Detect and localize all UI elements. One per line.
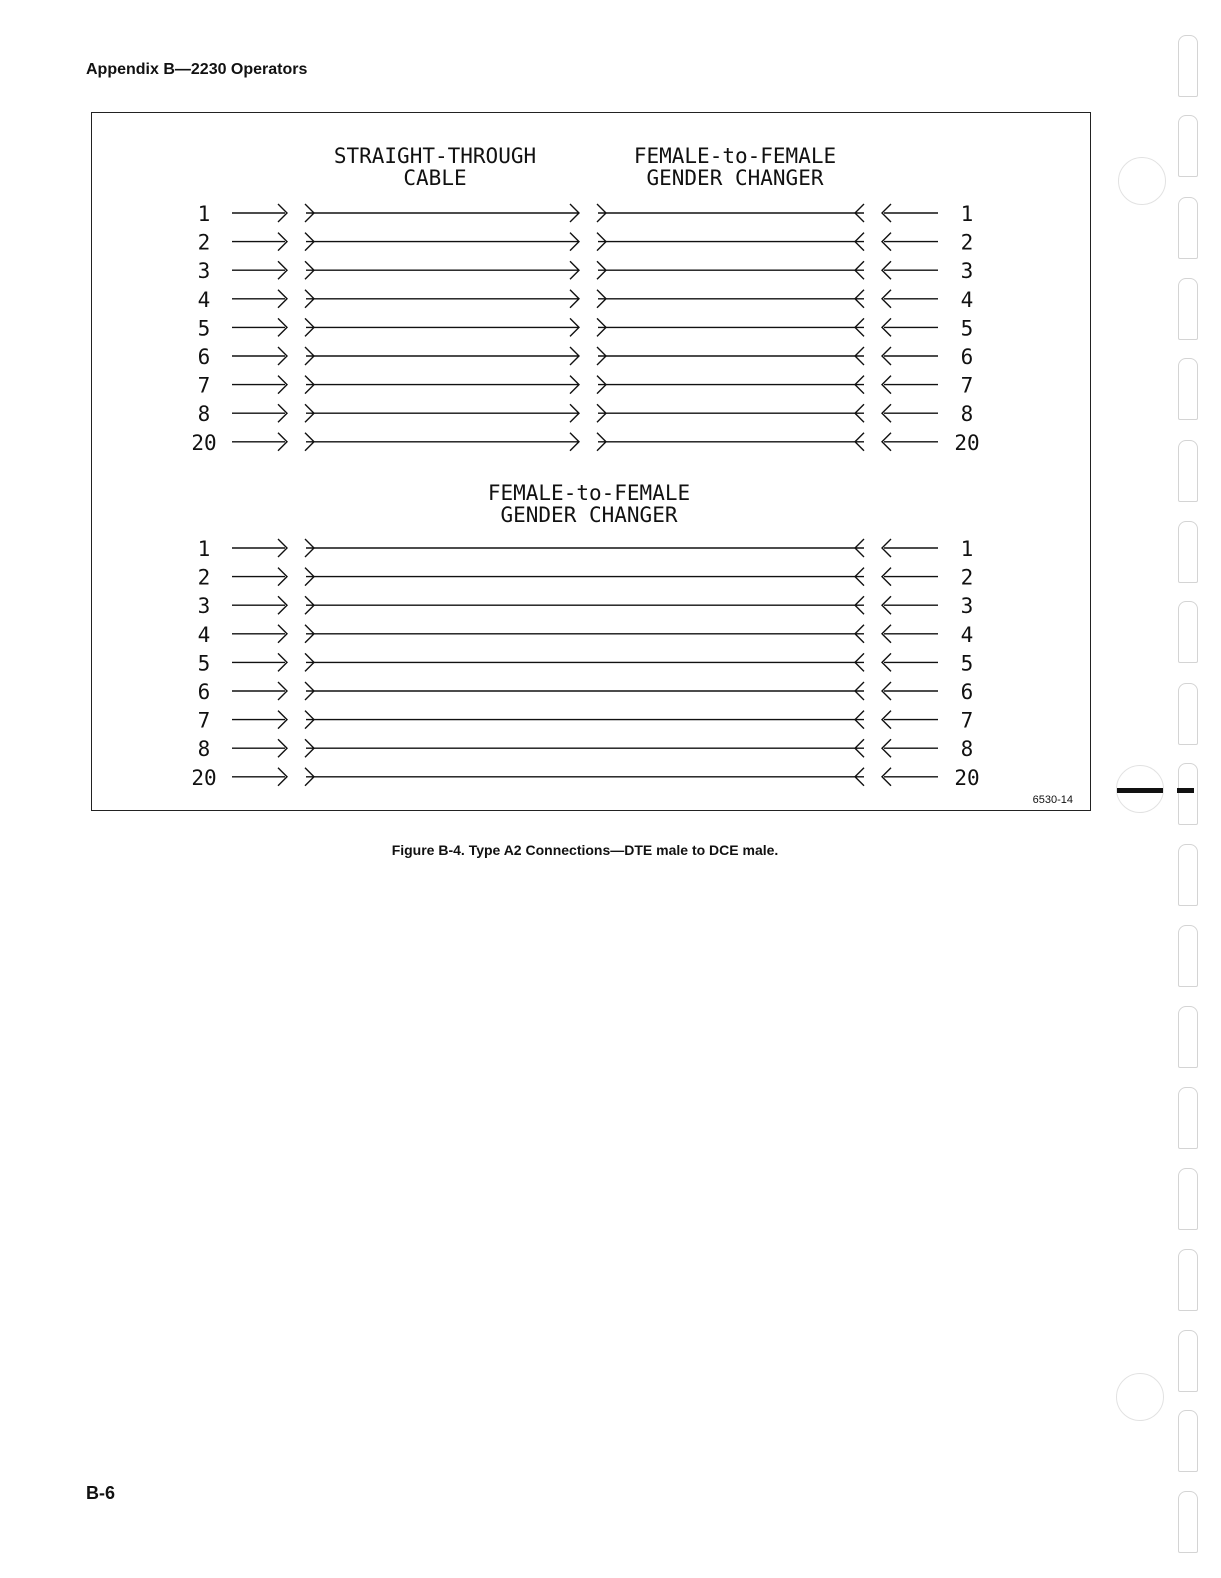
top-right-pin-label: 4	[960, 287, 974, 312]
top-right-pin-label: 6	[960, 345, 974, 369]
bottom-right-pin-label: 4	[960, 622, 974, 647]
index-tab	[1178, 1168, 1198, 1230]
top-right-pin-label: 8	[960, 402, 974, 427]
index-tab	[1178, 1491, 1198, 1553]
punch-hole	[1118, 157, 1166, 205]
index-tab	[1178, 683, 1198, 745]
index-tab	[1178, 1410, 1198, 1472]
index-tab	[1178, 115, 1198, 177]
top-right-pin-label: 5	[960, 316, 974, 341]
index-tab	[1178, 763, 1198, 825]
index-tab	[1178, 601, 1198, 663]
bottom-left-pin-label: 7	[197, 708, 211, 733]
figure-frame	[91, 112, 1091, 811]
bottom-label-line2: GENDER CHANGER	[500, 503, 678, 527]
top-left-pin-label: 1	[197, 202, 211, 226]
running-head: Appendix B—2230 Operators	[86, 61, 308, 78]
bottom-right-pin-label: 2	[960, 565, 974, 590]
index-tab	[1178, 925, 1198, 987]
top-left-pin-label: 20	[191, 430, 217, 455]
top-right-pin-label: 1	[960, 202, 974, 226]
index-tab	[1178, 278, 1198, 340]
bottom-left-pin-label: 2	[197, 565, 211, 590]
punch-hole	[1116, 1373, 1164, 1421]
top-left-pin-label: 8	[197, 402, 211, 427]
bottom-right-pin-label: 8	[960, 737, 974, 762]
bottom-label-line1: FEMALE-to-FEMALE	[487, 481, 691, 505]
top-left-pin-label: 5	[197, 316, 211, 341]
top-left-pin-label: 6	[197, 345, 211, 369]
bottom-left-pin-label: 6	[197, 680, 211, 704]
index-tab	[1178, 1087, 1198, 1149]
wiring-diagram	[92, 113, 1092, 812]
top-left-label-line1: STRAIGHT-THROUGH	[333, 144, 537, 168]
top-left-pin-label: 2	[197, 230, 211, 255]
bottom-left-pin-label: 20	[191, 765, 217, 790]
bottom-right-pin-label: 6	[960, 680, 974, 704]
index-tab	[1178, 358, 1198, 420]
top-right-label-line1: FEMALE-to-FEMALE	[633, 144, 837, 168]
index-tab-strip	[1168, 0, 1221, 1578]
bottom-right-pin-label: 7	[960, 708, 974, 733]
bottom-left-pin-label: 3	[197, 594, 211, 619]
bottom-left-pin-label: 5	[197, 651, 211, 676]
index-mark	[1117, 788, 1163, 793]
index-tab	[1178, 521, 1198, 583]
bottom-left-pin-label: 8	[197, 737, 211, 762]
bottom-right-pin-label: 3	[960, 594, 974, 619]
top-left-pin-label: 7	[197, 373, 211, 398]
top-right-pin-label: 7	[960, 373, 974, 398]
page-number: B-6	[86, 1483, 116, 1503]
index-mark	[1177, 788, 1194, 793]
top-right-pin-label: 2	[960, 230, 974, 255]
top-right-pin-label: 3	[960, 259, 974, 284]
bottom-left-pin-label: 1	[197, 537, 211, 561]
bottom-right-pin-label: 5	[960, 651, 974, 676]
index-tab	[1178, 1006, 1198, 1068]
index-tab	[1178, 1330, 1198, 1392]
index-tab	[1178, 197, 1198, 259]
top-right-pin-label: 20	[954, 430, 980, 455]
index-tab	[1178, 440, 1198, 502]
top-left-pin-label: 4	[197, 287, 211, 312]
index-tab	[1178, 1249, 1198, 1311]
bottom-right-pin-label: 1	[960, 537, 974, 561]
index-tab	[1178, 844, 1198, 906]
figure-id: 6530-14	[1032, 794, 1073, 806]
top-left-label-line2: CABLE	[403, 166, 467, 190]
bottom-right-pin-label: 20	[954, 765, 980, 790]
top-right-label-line2: GENDER CHANGER	[646, 166, 824, 190]
index-tab	[1178, 35, 1198, 97]
top-left-pin-label: 3	[197, 259, 211, 284]
figure-caption: Figure B-4. Type A2 Connections—DTE male to DCE male.	[391, 842, 779, 858]
bottom-left-pin-label: 4	[197, 622, 211, 647]
